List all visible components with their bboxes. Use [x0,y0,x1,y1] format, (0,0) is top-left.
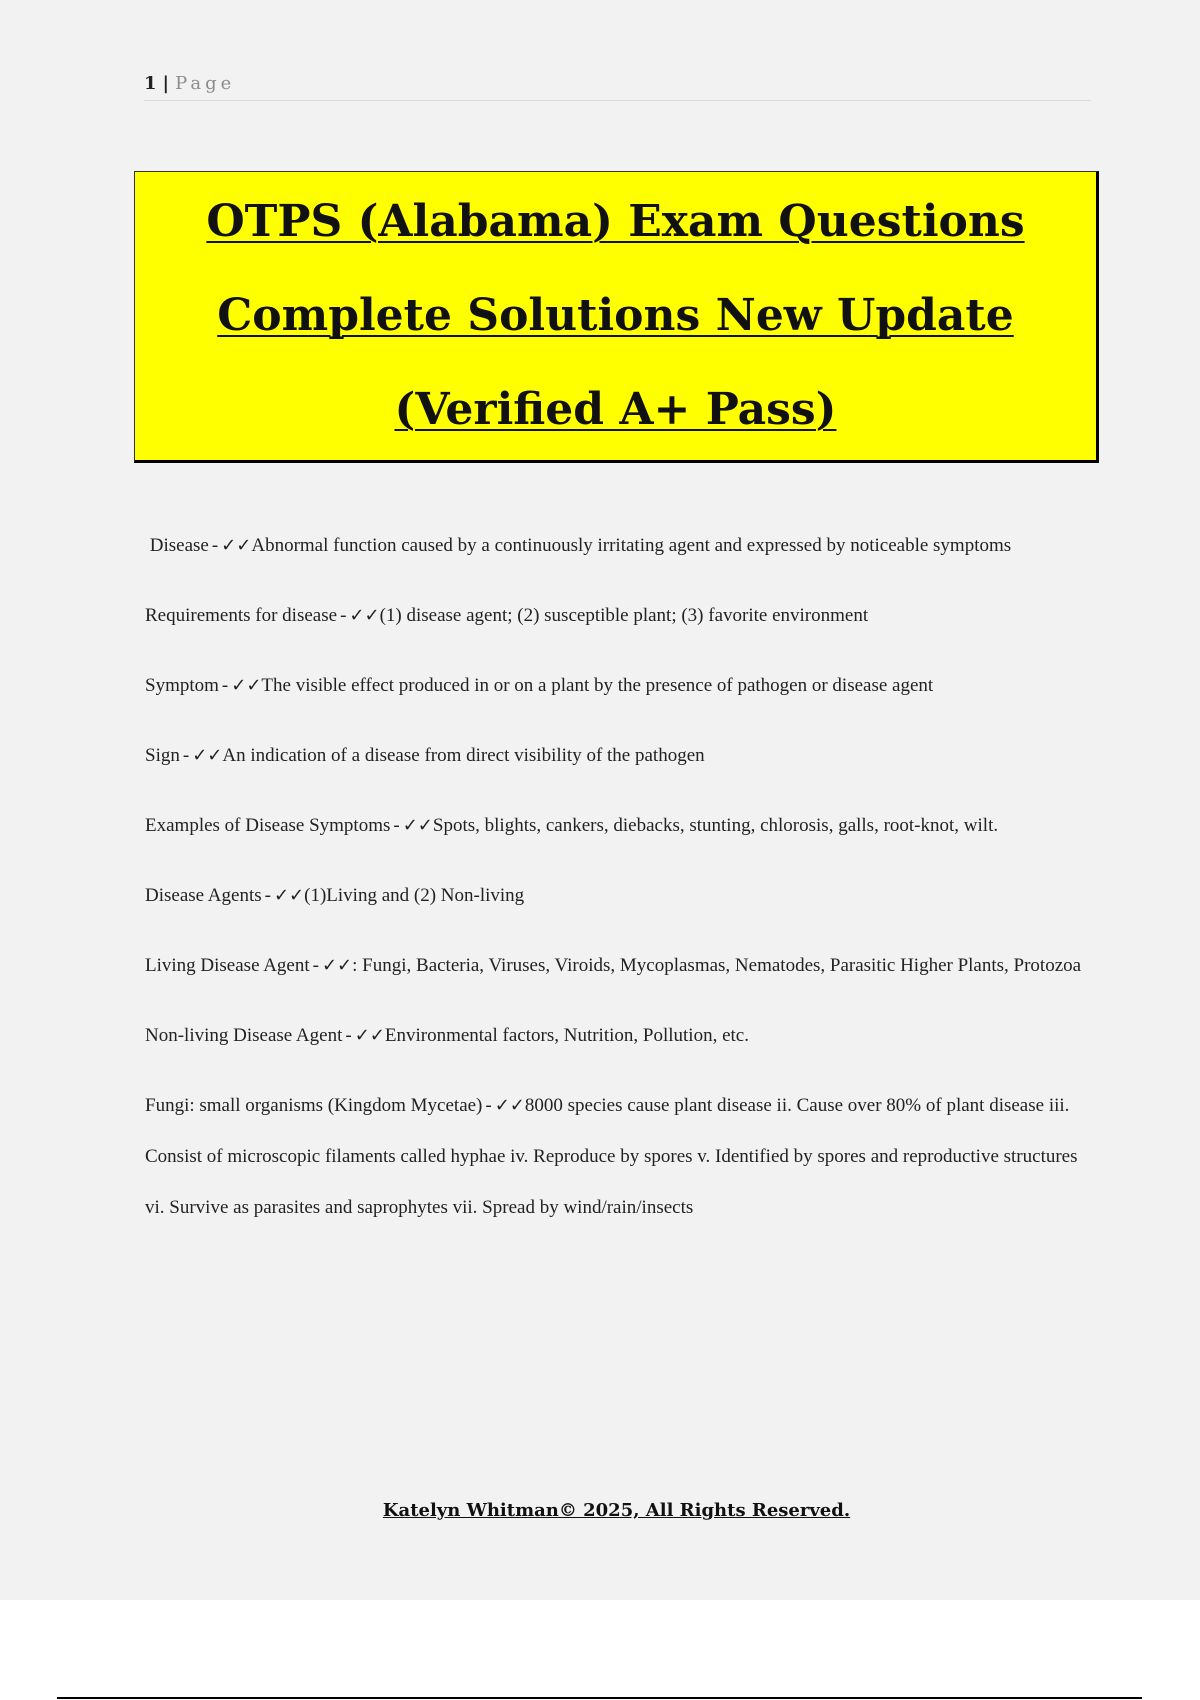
qa-answer: 8000 species cause plant disease ii. Cause over 80% of plant disease iii. Consist of microscopic filaments called hyphae iv. Reproduce by spores v. Identified by spores and reproductive structures vi. Survive as parasites and saprophytes vii. Spread by wind/rain/insects [145,1095,1078,1218]
checkmark-icon: ✓✓ [221,535,252,556]
qa-list [145,520,1095,1252]
qa-answer: : Fungi, Bacteria, Viruses, Viroids, Mycoplasmas, Nematodes, Parasitic Higher Plants, Protozoa [352,955,1082,976]
qa-term: Disease Agents [145,885,262,906]
qa-term: Disease [149,535,209,556]
checkmark-icon: ✓✓ [273,885,305,906]
qa-item: Requirements for disease - ✓✓(1) disease agent; (2) susceptible plant; (3) favorite environment [145,605,869,626]
page-number: 1 [144,73,157,94]
title-box [134,171,1099,463]
qa-answer: (1)Living and (2) Non-living [304,885,525,906]
qa-term: Sign [145,745,180,766]
qa-item: Examples of Disease Symptoms - ✓✓Spots, blights, cankers, diebacks, stunting, chlorosis, galls, root-knot, wilt. [145,815,999,836]
copyright-footer: Katelyn Whitman© 2025, All Rights Reserved. [382,1500,851,1521]
checkmark-icon: ✓✓ [402,815,433,836]
page-label: Page [175,73,236,94]
checkmark-icon: ✓✓ [494,1095,525,1116]
qa-answer: (1) disease agent; (2) susceptible plant; (3) favorite environment [379,605,869,626]
qa-term: Requirements for disease [145,605,338,626]
qa-answer: Environmental factors, Nutrition, Pollution, etc. [384,1025,749,1046]
title-line-3: (Verified A+ Pass) [394,384,837,435]
title-line-1: OTPS (Alabama) Exam Questions [206,196,1025,247]
bottom-divider [57,1697,1142,1699]
checkmark-icon: ✓✓ [231,675,262,696]
qa-item: Symptom - ✓✓The visible effect produced in or on a plant by the presence of pathogen or disease agent [145,675,934,696]
qa-term: Symptom [145,675,219,696]
qa-term: Living Disease Agent [145,955,310,976]
qa-item: Disease Agents - ✓✓(1)Living and (2) Non-living [145,885,525,906]
qa-answer: Spots, blights, cankers, diebacks, stunting, chlorosis, galls, root-knot, wilt. [432,815,999,836]
qa-term: Non-living Disease Agent [145,1025,343,1046]
qa-item: Sign - ✓✓An indication of a disease from direct visibility of the pathogen [145,745,705,766]
checkmark-icon: ✓✓ [354,1025,385,1046]
qa-item: Fungi: small organisms (Kingdom Mycetae) - ✓✓8000 species cause plant disease ii. Cause over 80% of plant disease iii. Consist of microscopic filaments called hyphae iv. Reproduce by spores v. Identified by spores and reproductive structures vi. Survive as parasites and saprophytes vii. Spread by wind/rain/insects [145,1095,1078,1218]
qa-item: Disease - ✓✓Abnormal function caused by a continuously irritating agent and expressed by noticeable symptoms [149,535,1012,556]
qa-term: Examples of Disease Symptoms [145,815,391,836]
title-line-2: Complete Solutions New Update [217,290,1014,341]
checkmark-icon: ✓✓ [349,605,380,626]
checkmark-icon: ✓✓ [192,745,223,766]
page-header-separator: | [162,73,170,94]
qa-answer: An indication of a disease from direct visibility of the pathogen [222,745,705,766]
checkmark-icon: ✓✓ [321,955,353,976]
qa-item: Non-living Disease Agent - ✓✓Environmental factors, Nutrition, Pollution, etc. [145,1025,749,1046]
page-header [144,70,1091,101]
qa-answer: Abnormal function caused by a continuously irritating agent and expressed by noticeable symptoms [251,535,1012,556]
qa-answer: The visible effect produced in or on a plant by the presence of pathogen or disease agent [261,675,934,696]
qa-item: Living Disease Agent - ✓✓: Fungi, Bacteria, Viruses, Viroids, Mycoplasmas, Nematodes, Parasitic Higher Plants, Protozoa [145,955,1082,976]
qa-term: Fungi: small organisms (Kingdom Mycetae) [145,1095,483,1116]
